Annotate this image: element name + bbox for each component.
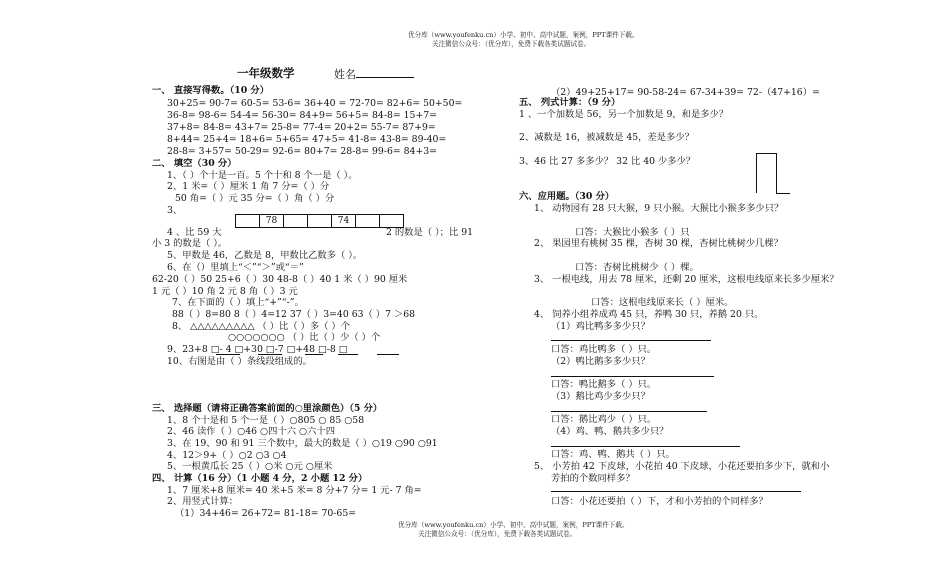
s3-q4: 4、12＞9+（ ）○2 ○3 ○4 (167, 450, 287, 461)
s3-q5: 5、一根黄瓜长 25（ ）○米 ○元 ○厘米 (167, 461, 333, 472)
s4-q2: 2、用竖式计算： (167, 496, 238, 507)
page-title: 一年级数学 (237, 66, 295, 80)
section-2-heading: 二、 填空（30 分） (152, 158, 237, 169)
s1-row: 37+8= 84-8= 43+7= 25-8= 77-4= 20+2= 55-7= 87+9= (167, 122, 436, 133)
answer-line[interactable] (551, 491, 801, 492)
sequence-cell[interactable] (379, 214, 404, 228)
s4-q2b: （2）49+25+17= 90-58-24= 67-34+39= 72-（47+16）= (551, 87, 820, 98)
section-3-heading: 三、 选择题（请将正确答案前面的○里涂颜色）（5 分） (152, 403, 383, 414)
s2-q6: 6、在（）里填上“＜”“＞”或“＝” (167, 262, 304, 273)
s6-q4-1: （1）鸡比鸭多多少只？ (551, 321, 650, 332)
s6-q1: 1、 动物园有 28 只大猴，9 只小猴。大猴比小猴多多少只？ (534, 203, 784, 214)
s2-q6b: 1 元（ ）10 角 2 元 8 角（ ）3 元 (152, 286, 298, 297)
name-blank[interactable] (356, 68, 414, 78)
s2-q7: 7、在下面的（ ）填上“+”“-”。 (172, 297, 304, 308)
s2-q8b: ○○○○○○○ （ ）比（ ）少（ ）个 (228, 332, 381, 343)
s6-q4-2: （2）鸭比鹅多多少只？ (551, 356, 650, 367)
s6-q3: 3、 一根电线，用去 78 厘米，还剩 20 厘米，这根电线原来长多少厘米？ (534, 274, 839, 285)
s4-q2a: （1）34+46= 26+72= 81-18= 70-65= (175, 508, 357, 519)
name-field (334, 68, 414, 80)
s1-row: 36-8= 98-6= 54-4= 56-30= 84+9= 56+5= 84-8= 15+7= (167, 110, 437, 121)
sequence-cell[interactable]: 78 (259, 214, 284, 228)
name-label: 姓名 (334, 68, 356, 81)
s6-q4: 4、 饲养小组养成鸡 45 只，养鸭 30 只，养鹅 20 只。 (534, 309, 764, 320)
answer-line[interactable] (551, 411, 707, 412)
s2-q4a: 4 、比 59 大 (167, 227, 222, 238)
arrow-line (258, 354, 282, 355)
s2-q2b: 50 角=（ ）元 35 分=（ ）角（ ）分 (175, 193, 335, 204)
s2-q4b: 2 的数是（ ）；比 91 (386, 227, 474, 238)
s6-a4-4: 口答：鸡、鸭、鹅共（ ）只。 (551, 449, 675, 460)
sequence-cell[interactable] (235, 214, 260, 228)
s2-q5: 5、甲数是 46，乙数是 8，甲数比乙数多（ ）。 (167, 250, 363, 261)
s4-q1: 1、7 厘米+8 厘米= 40 米+5 米= 8 分+7 分= 1 元- 7 角= (167, 485, 422, 496)
s3-q3: 3、在 19、90 和 91 三个数中，最大的数是（ ）○19 ○90 ○91 (167, 438, 438, 449)
figure-line-right (776, 153, 777, 193)
section-4-heading: 四、 计算（16 分）（1 小题 4 分，2 小题 12 分） (152, 473, 368, 484)
s2-q1: 1、（ ）个十是一百。5 个十和 8 个一是（ ）。 (167, 170, 358, 181)
sequence-cell[interactable] (283, 214, 308, 228)
s5-q1: 1 、一个加数是 56，另一个加数是 9，和是多少？ (519, 109, 729, 120)
arrow-line (377, 354, 399, 355)
arrow-line (216, 354, 240, 355)
sequence-cell[interactable]: 74 (331, 214, 356, 228)
header-line-1: 优分库（www.youfenku.cn）小学、初中、高中试题，案例，PPT课件下载。 (408, 31, 639, 39)
section-5-heading: 五、 列式计算：（9 分） (519, 97, 621, 108)
s1-row: 28-8= 3+57= 50-29= 92-6= 80+7= 28-8= 99-6= 84+3= (167, 146, 437, 157)
s6-a3: 口答：这根电线原来长（ ）厘米。 (591, 297, 734, 308)
s5-q3: 3、46 比 27 多多少？ 32 比 40 少多少？ (519, 156, 696, 167)
s5-q2: 2、减数是 16，被减数是 45，差是多少？ (519, 132, 694, 143)
sequence-cell[interactable] (355, 214, 380, 228)
s6-q4-3: （3）鹅比鸡少多少只？ (551, 391, 650, 402)
s6-q4-4: （4）鸡、鸭、鹅共多少只？ (551, 426, 669, 437)
answer-line[interactable] (551, 376, 714, 377)
s1-row: 30+25= 90-7= 60-5= 53-6= 36+40 = 72-70= 82+6= 50+50= (167, 98, 463, 109)
s6-a2: 口答：杏树比桃树少（ ）棵。 (575, 262, 699, 273)
s2-q7a: 88（ ）8=80 8（ ）4=12 37（ ）3=40 63（ ）7 ＞68 (172, 309, 416, 320)
s2-q3: 3、 (167, 205, 183, 216)
header-line-2: 关注微信公众号：（优分库），免费下载各类试题试卷。 (432, 40, 591, 48)
s6-a5: 口答：小花还要拍（ ）下，才和小芳拍的个同样多？ (551, 496, 768, 507)
sequence-cell[interactable] (307, 214, 332, 228)
answer-line[interactable] (551, 340, 711, 341)
section-6-heading: 六、应用题。（30 分） (519, 191, 615, 202)
s6-a4-1: 口答：鸡比鸭多（ ）只。 (551, 344, 657, 355)
s6-q5a: 5、 小芳拍 42 下皮球，小花拍 40 下皮球，小花还要拍多少下，就和小 (534, 461, 830, 472)
footer-line-1: 优分库（www.youfenku.cn）小学、初中、高中试题，案例，PPT课件下载。 (398, 521, 629, 529)
s3-q1: 1、8 个十是和 5 个一是（ ）○805 ○ 85 ○58 (167, 415, 365, 426)
s6-q2: 2、 果园里有桃树 35 棵，杏树 30 棵，杏树比桃树少几棵？ (534, 238, 783, 249)
s6-a4-3: 口答：鹅比鸡少（ ）只。 (551, 414, 657, 425)
arrow-line (338, 354, 358, 355)
arrow-line (305, 354, 323, 355)
s2-q8a: 8、 △△△△△△△△△ （ ）比（ ）多（ ）个 (172, 321, 351, 332)
footer-line-2: 关注微信公众号：（优分库），免费下载各类试题试卷。 (418, 530, 577, 538)
s6-a1: 口答：大猴比小猴多（ ）只 (575, 227, 690, 238)
s2-q4c: 小 3 的数是（ ）。 (152, 238, 228, 249)
number-sequence-cells (236, 214, 404, 228)
s2-q9: 9、23+8 □- 4 □+30 □-7 □+48 □-8 □ (167, 344, 348, 355)
answer-line[interactable] (551, 446, 740, 447)
s2-q6a: 62-20（ ）50 25+6（ ）30 48-8（ ）40 1 米（ ）90 厘米 (152, 274, 408, 285)
figure-line-left (756, 153, 757, 193)
figure-line-bottom (776, 193, 790, 194)
s3-q2: 2、46 读作（ ）○46 ○四十六 ○六十四 (167, 426, 335, 437)
figure-line-top (756, 153, 776, 154)
s6-q5b: 芳拍的个数同样多？ (551, 473, 635, 484)
s2-q2: 2、1 米=（ ）厘米 1 角 7 分=（ ）分 (167, 181, 330, 192)
section-1-heading: 一、 直接写得数。（10 分） (152, 85, 270, 96)
s6-a4-2: 口答：鸭比鹅多（ ）只。 (551, 379, 657, 390)
s1-row: 8+44= 25+4= 18+6= 5+65= 47+5= 41-8= 43-8= 89-40= (167, 134, 447, 145)
s2-q10: 10、右图是由（ ）条线段组成的。 (167, 356, 312, 367)
